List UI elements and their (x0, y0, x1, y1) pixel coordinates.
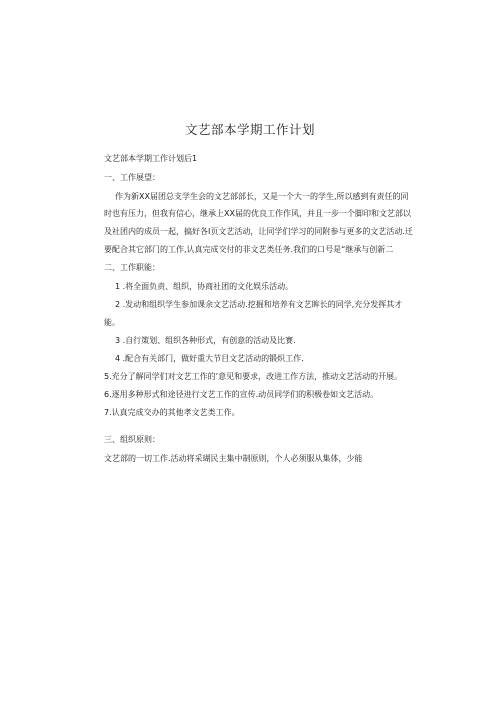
list-item-continuation: 能。 (104, 318, 120, 327)
paragraph-line: 作为新XX届团总支学生会的文艺部部长，又是一个大一的学生,所以感到有责任的同 (115, 192, 409, 201)
list-item: 3 .自行策划、组织各种形式，有创意的活动及比赛. (115, 336, 296, 345)
section-heading-outlook: 一、工作展望： (104, 173, 160, 182)
section-heading-duties: 二、工作职能： (104, 263, 160, 272)
paragraph-line: 时也有压力，但我有信心，继承上XX届的优良工作作风，并且一步一个脚印和文艺部以 (104, 209, 411, 218)
list-item: 4 .配合有关部门，做好重大节目文艺活动的锻炽工作. (115, 354, 304, 363)
section-heading-principles: 三、组织原则： (104, 435, 160, 444)
list-item: 1 .将全面负责、组织，协商社团的文化娱乐活动。 (115, 282, 294, 291)
subtitle-line: 文艺部本学期工作计划后1 (104, 154, 198, 163)
paragraph-line: 要配合其它部门的工作,认真完成交付的非文艺类任务.我们的口号是“继承与创新二 (104, 245, 394, 254)
list-item: 6.逐用多种形式和途径进行文艺工作的宣传.动员同学们的积极卷如文艺活动。 (104, 390, 379, 399)
list-item: 7.认真完成交办的其他孝文艺类工作。 (104, 408, 240, 417)
document-title: 文艺部本学期工作计划 (184, 122, 315, 137)
paragraph-line: 文艺部的一切工作.活动将采瑚民主集中制原则，个人必须服从集体，少能 (104, 454, 363, 463)
list-item: 2 .发动和组织学生参加课余文艺活动.挖掘和培养有文艺眸长的同学,充分发挥其才 (115, 300, 403, 309)
paragraph-line: 及社团内的成员一起，搞好各I页文艺活动，让同学们学习的同附参与更多的文艺活动.迁 (104, 227, 413, 236)
list-item: 5.充分了解同学们对文艺工作的’意见和要求，改进工作方法，推动文艺活动的开展。 (104, 372, 403, 381)
